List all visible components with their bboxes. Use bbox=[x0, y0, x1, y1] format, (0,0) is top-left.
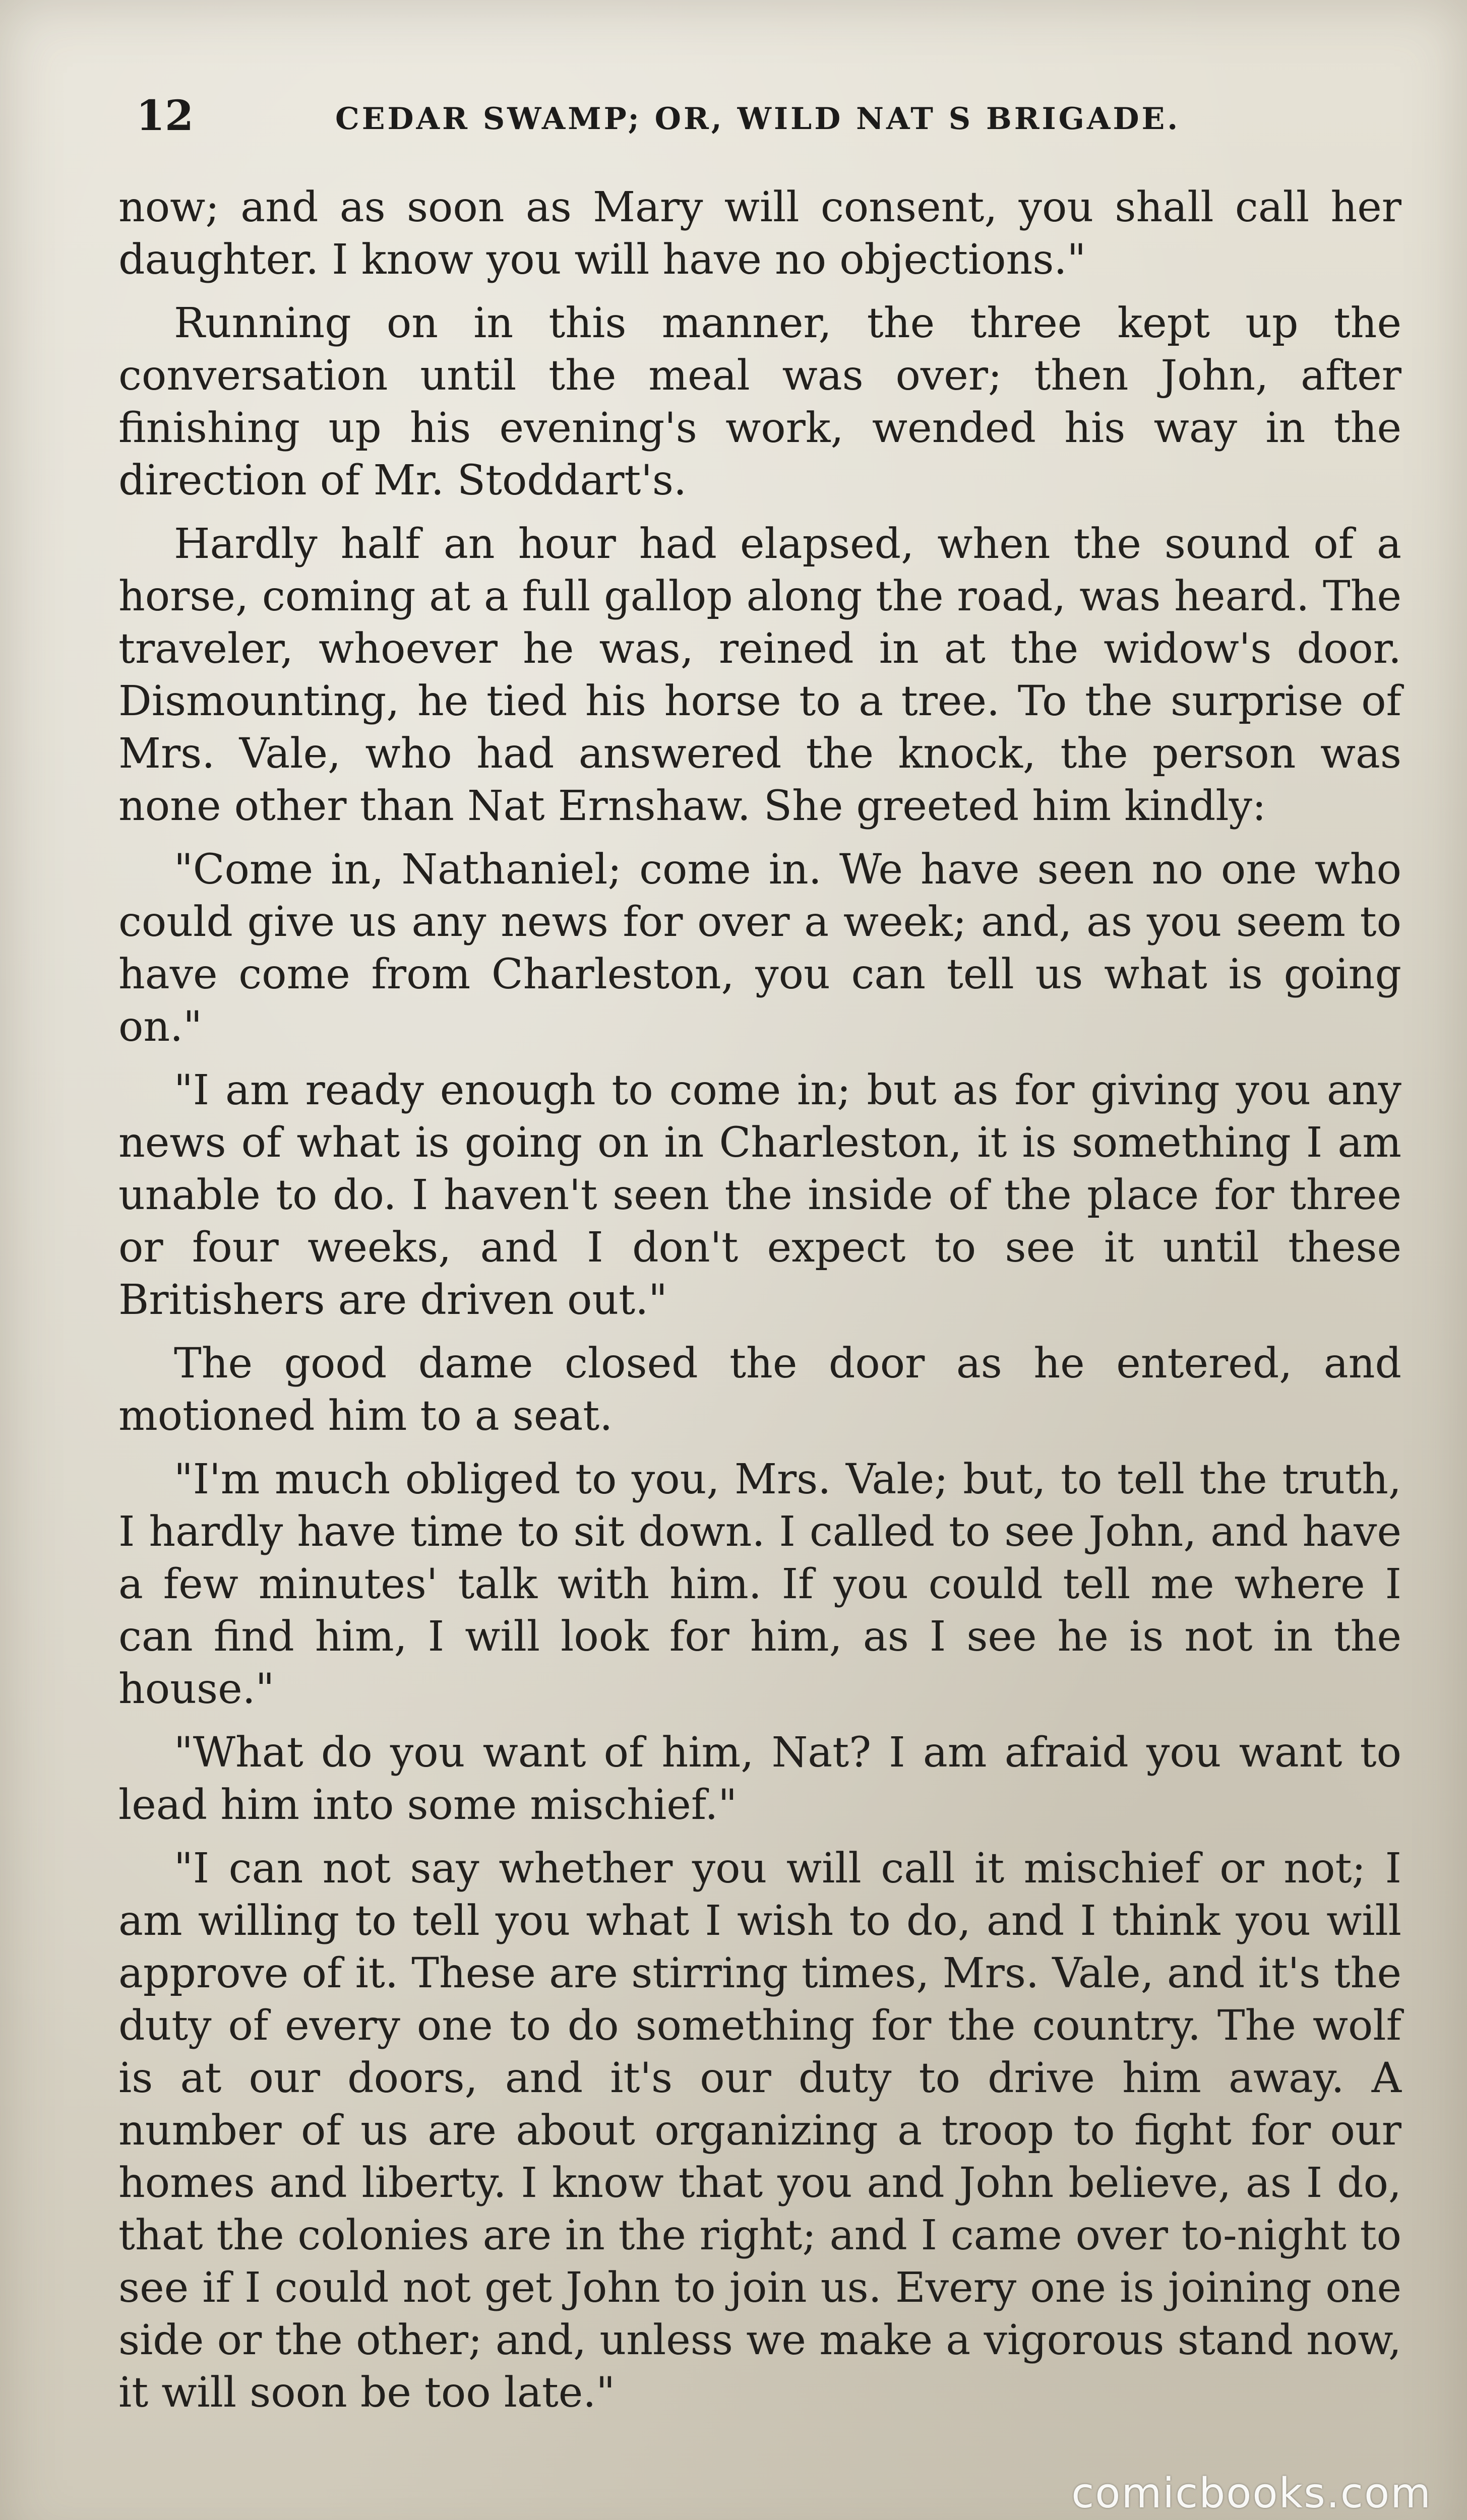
page-number: 12 bbox=[136, 92, 194, 140]
page-header bbox=[136, 86, 1386, 146]
paragraph: The good dame closed the door as he entered, and motioned him to a seat. bbox=[118, 1340, 1401, 1440]
page-body-text bbox=[118, 181, 1401, 2430]
running-head: CEDAR SWAMP; OR, WILD NAT S BRIGADE. bbox=[335, 101, 1181, 137]
paragraph: "I am ready enough to come in; but as for giving you any news of what is going on in Charleston, it is something I am unable to do. I haven't seen the inside of the place for three or four weeks, and I don't expect to see it until these Britishers are driven out." bbox=[118, 1066, 1401, 1324]
site-watermark: comicbooks.com bbox=[1071, 2470, 1432, 2517]
paragraph: Hardly half an hour had elapsed, when the sound of a horse, coming at a full gallop along the road, was heard. The traveler, whoever he was, reined in at the widow's door. Dismounting, he tied his horse to a tree. To the surprise of Mrs. Vale, who had answered the knock, the person was none other than Nat Ernshaw. She greeted him kindly: bbox=[118, 520, 1401, 830]
paragraph: "What do you want of him, Nat? I am afraid you want to lead him into some mischief." bbox=[118, 1729, 1401, 1829]
paragraph: Running on in this manner, the three kept up the conversation until the meal was over; then John, after finishing up his evening's work, wended his way in the direction of Mr. Stoddart's. bbox=[118, 299, 1401, 505]
paragraph: "I'm much obliged to you, Mrs. Vale; but, to tell the truth, I hardly have time to sit down. I called to see John, and have a few minutes' talk with him. If you could tell me where I can find him, I will look for him, as I see he is not in the house." bbox=[118, 1456, 1401, 1713]
paragraph: "Come in, Nathaniel; come in. We have seen no one who could give us any news for over a week; and, as you seem to have come from Charleston, you can tell us what is going on." bbox=[118, 846, 1401, 1051]
paragraph: now; and as soon as Mary will consent, you shall call her daughter. I know you will have no objections." bbox=[118, 183, 1401, 284]
paragraph: "I can not say whether you will call it mischief or not; I am willing to tell you what I wish to do, and I think you will approve of it. These are stirring times, Mrs. Vale, and it's the duty of every one to do something for the country. The wolf is at our doors, and it's our duty to drive him away. A number of us are about organizing a troop to fight for our homes and liberty. I know that you and John believe, as I do, that the colonies are in the right; and I came over to-night to see if I could not get John to join us. Every one is joining one side or the other; and, unless we make a vigorous stand now, it will soon be too late." bbox=[118, 1845, 1401, 2417]
